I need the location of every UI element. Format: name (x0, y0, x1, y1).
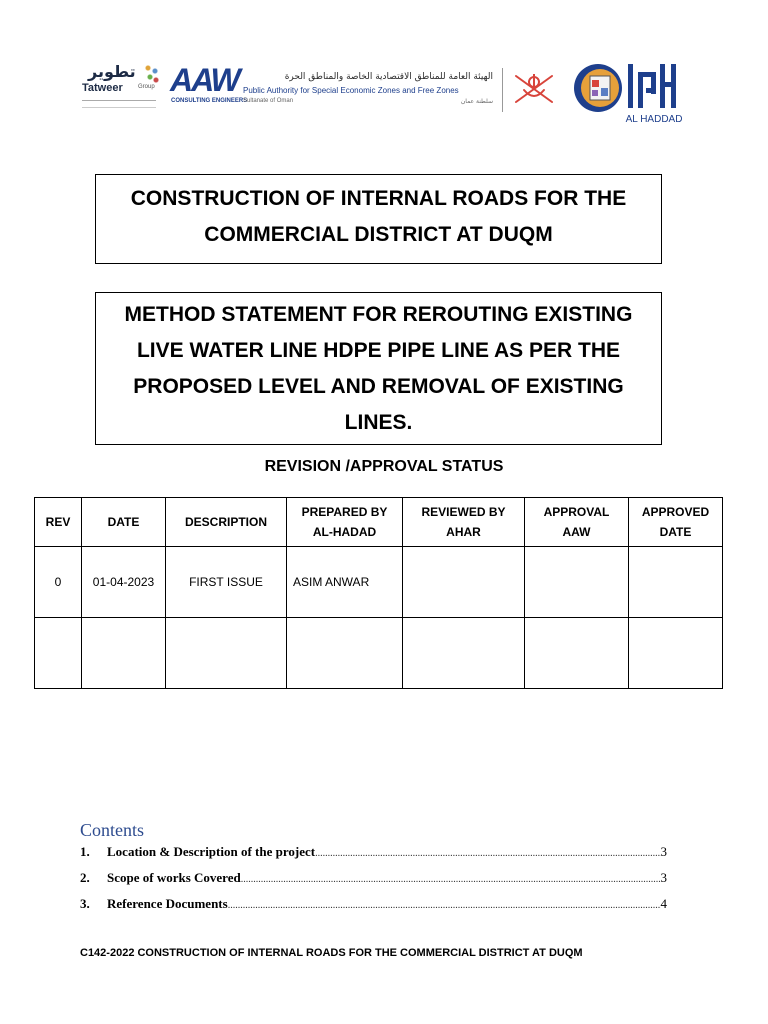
project-title-box (95, 174, 662, 264)
header-approval: APPROVAL AAW (525, 498, 629, 547)
cell-description (166, 618, 287, 689)
method-statement-line: LIVE WATER LINE HDPE PIPE LINE AS PER THE (136, 339, 621, 362)
tatweer-tagline: Group (138, 84, 155, 90)
project-title-line: COMMERCIAL DISTRICT AT DUQM (204, 223, 553, 246)
cell-rev (35, 618, 82, 689)
toc-number: 2. (80, 870, 90, 885)
toc-page: 4 (660, 896, 667, 911)
toc-label[interactable]: Location & Description of the project (107, 844, 316, 859)
revision-status-title: REVISION /APPROVAL STATUS (264, 458, 504, 475)
tatweer-latin: Tatweer (82, 82, 123, 94)
toc-number: 1. (80, 844, 90, 859)
toc-page: 3 (660, 844, 667, 859)
header-approved-date: APPROVED DATE (629, 498, 723, 547)
cell-approved-date (629, 547, 723, 618)
cell-rev: 0 (35, 547, 82, 618)
toc-leader (228, 900, 661, 911)
toc-label[interactable]: Scope of works Covered (107, 870, 241, 885)
table-row (35, 618, 723, 689)
authority-arabic: الهيئة العامة للمناطق الاقتصادية الخاصة والمناطق الحرة (284, 72, 493, 82)
method-statement-box (95, 292, 662, 445)
authority-footer-ar: سلطنة عمان (460, 98, 493, 105)
cell-description: FIRST ISSUE (166, 547, 287, 618)
cell-reviewed-by (403, 547, 525, 618)
toc-number: 3. (80, 896, 90, 911)
tatweer-arabic: تطوير (88, 62, 136, 81)
toc-item[interactable] (80, 844, 667, 870)
cell-date: 01-04-2023 (82, 547, 166, 618)
header-description: DESCRIPTION (166, 498, 287, 547)
toc-item[interactable] (80, 896, 667, 922)
toc-leader (241, 874, 661, 885)
aaw-subtitle: CONSULTING ENGINEERS (171, 98, 248, 104)
authority-footer-en: Sultanate of Oman (243, 98, 294, 104)
method-statement-line: PROPOSED LEVEL AND REMOVAL OF EXISTING (133, 375, 624, 398)
oman-emblem-icon (510, 68, 558, 108)
toc-label[interactable]: Reference Documents (107, 896, 228, 911)
contents-title: Contents (80, 820, 145, 840)
table-of-contents (80, 844, 667, 922)
header-reviewed-by: REVIEWED BY AHAR (403, 498, 525, 547)
cell-approval (525, 547, 629, 618)
cell-prepared-by (287, 618, 403, 689)
table-row (35, 547, 723, 618)
authority-english: Public Authority for Special Economic Zones and Free Zones (243, 86, 459, 95)
tatweer-dots-icon (144, 64, 160, 84)
header-rev: REV (35, 498, 82, 547)
table-header-row (35, 498, 723, 547)
toc-page: 3 (660, 870, 667, 885)
method-statement-line: LINES. (344, 411, 413, 434)
header-date: DATE (82, 498, 166, 547)
logo-divider (502, 68, 503, 112)
circle-hr-logo-icon (572, 62, 624, 114)
toc-leader (315, 848, 660, 859)
authority-logo (243, 72, 493, 112)
toc-item[interactable] (80, 870, 667, 896)
header-prepared-by: PREPARED BY AL-HADAD (287, 498, 403, 547)
page-footer: C142-2022 CONSTRUCTION OF INTERNAL ROADS FOR THE COMMERCIAL DISTRICT AT DUQM (80, 947, 583, 959)
al-haddad-mark-icon (622, 62, 686, 114)
project-title-line: CONSTRUCTION OF INTERNAL ROADS FOR THE (130, 187, 627, 210)
cell-prepared-by: ASIM ANWAR (287, 547, 403, 618)
logo-strip (0, 58, 768, 128)
aaw-mark: AAW (170, 62, 239, 98)
cell-approval (525, 618, 629, 689)
tatweer-fine-print (82, 100, 156, 108)
al-haddad-name: AL HADDAD (625, 114, 683, 125)
tatweer-logo (80, 62, 162, 110)
aaw-logo (170, 62, 248, 112)
al-haddad-logo (622, 62, 686, 126)
method-statement-line: METHOD STATEMENT FOR REROUTING EXISTING (124, 303, 633, 326)
cell-reviewed-by (403, 618, 525, 689)
revision-table (34, 497, 723, 689)
cell-date (82, 618, 166, 689)
cell-approved-date (629, 618, 723, 689)
